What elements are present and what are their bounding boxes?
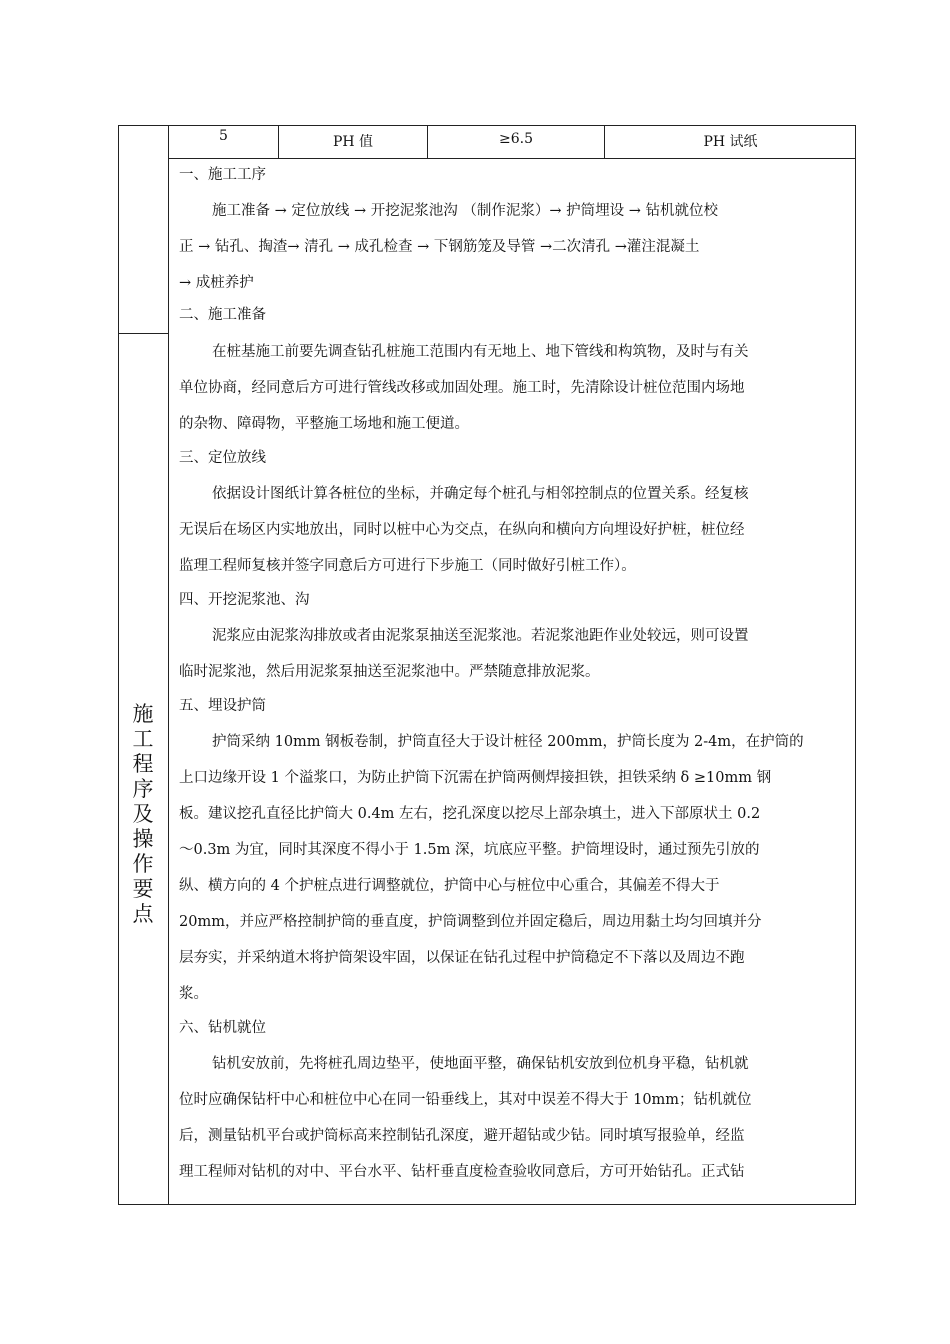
side-char: 要 xyxy=(132,877,154,901)
paragraph-line: 单位协商，经同意后方可进行管线改移或加固处理。施工时，先清除设计桩位范围内场地 xyxy=(179,380,745,396)
paragraph-line: 临时泥浆池，然后用泥浆泵抽送至泥浆池中。严禁随意排放泥浆。 xyxy=(179,664,600,680)
paragraph-line: 护筒采纳 10mm 钢板卷制，护筒直径大于设计桩径 200mm，护筒长度为 2-4m，在护筒的 xyxy=(212,734,804,750)
paragraph-line: 泥浆应由泥浆沟排放或者由泥浆泵抽送至泥浆池。若泥浆池距作业处较远，则可设置 xyxy=(212,628,749,644)
side-char: 及 xyxy=(132,802,154,826)
paragraph-line: 纵、横方向的 4 个护桩点进行调整就位，护筒中心与桩位中心重合，其偏差不得大于 xyxy=(179,878,720,894)
paragraph-line: ～0.3m 为宜，同时其深度不得小于 1.5m 深，坑底应平整。护筒埋设时，通过预先引放的 xyxy=(179,842,760,858)
side-title xyxy=(118,702,168,927)
paragraph-line: 20mm，并应严格控制护筒的垂直度，护筒调整到位并固定稳后，周边用黏土均匀回填并分 xyxy=(179,914,762,930)
left-column-split xyxy=(118,333,169,334)
check-item: PH 值 xyxy=(279,125,428,158)
section-heading: 二、施工准备 xyxy=(179,307,266,323)
side-char: 施 xyxy=(132,702,154,726)
side-char: 操 xyxy=(132,827,154,851)
paragraph-line: 浆。 xyxy=(179,986,208,1002)
section-heading: 四、开挖泥浆池、沟 xyxy=(179,592,310,608)
paragraph-line: 后，测量钻机平台或护筒标高来控制钻孔深度，避开超钻或少钻。同时填写报验单，经监 xyxy=(179,1128,745,1144)
paragraph-line: 上口边缘开设 1 个溢浆口，为防止护筒下沉需在护筒两侧焊接担铁，担铁采纳 δ ≥10mm 钢 xyxy=(179,770,772,786)
paragraph-line: → 成桩养护 xyxy=(179,275,254,291)
paragraph-line: 依据设计图纸计算各桩位的坐标，并确定每个桩孔与相邻控制点的位置关系。经复核 xyxy=(212,486,749,502)
paragraph-line: 无误后在场区内实地放出，同时以桩中心为交点，在纵向和横向方向埋设好护桩，桩位经 xyxy=(179,522,745,538)
side-char: 作 xyxy=(132,852,154,876)
section-heading: 六、钻机就位 xyxy=(179,1020,266,1036)
paragraph-line: 位时应确保钻杆中心和桩位中心在同一铅垂线上，其对中误差不得大于 10mm；钻机就位 xyxy=(179,1092,752,1108)
paragraph-line: 监理工程师复核并签字同意后方可进行下步施工（同时做好引桩工作）。 xyxy=(179,558,636,574)
section-heading: 一、施工工序 xyxy=(179,167,266,183)
paragraph-line: 理工程师对钻机的对中、平台水平、钻杆垂直度检查验收同意后，方可开始钻孔。正式钻 xyxy=(179,1164,745,1180)
side-char: 程 xyxy=(132,752,154,776)
paragraph-line: 钻机安放前，先将桩孔周边垫平，使地面平整，确保钻机安放到位机身平稳，钻机就 xyxy=(212,1056,749,1072)
side-char: 点 xyxy=(132,902,154,926)
side-char: 序 xyxy=(132,777,154,801)
paragraph-line: 在桩基施工前要先调查钻孔桩施工范围内有无地上、地下管线和构筑物，及时与有关 xyxy=(212,344,749,360)
section-heading: 三、定位放线 xyxy=(179,450,266,466)
side-char: 工 xyxy=(132,727,154,751)
paragraph-line: 正 → 钻孔、掏渣→ 清孔 → 成孔检查 → 下钢筋笼及导管 →二次清孔 →灌注混凝土 xyxy=(179,239,700,255)
paragraph-line: 板。建议挖孔直径比护筒大 0.4m 左右，挖孔深度以挖尽上部杂填土，进入下部原状土 0.2 xyxy=(179,806,761,822)
column-divider xyxy=(168,125,169,1205)
standard-value: ≥6.5 xyxy=(428,125,605,158)
section-heading: 五、埋设护筒 xyxy=(179,698,266,714)
row-number: 5 xyxy=(169,125,279,158)
check-method: PH 试纸 xyxy=(703,134,758,150)
table-row xyxy=(169,125,856,159)
paragraph-line: 的杂物、障碍物，平整施工场地和施工便道。 xyxy=(179,416,469,432)
paragraph-line: 层夯实，并采纳道木将护筒架设牢固，以保证在钻孔过程中护筒稳定不下落以及周边不跑 xyxy=(179,950,745,966)
paragraph-line: 施工准备 → 定位放线 → 开挖泥浆池沟 （制作泥浆）→ 护筒埋设 → 钻机就位校 xyxy=(212,203,718,219)
